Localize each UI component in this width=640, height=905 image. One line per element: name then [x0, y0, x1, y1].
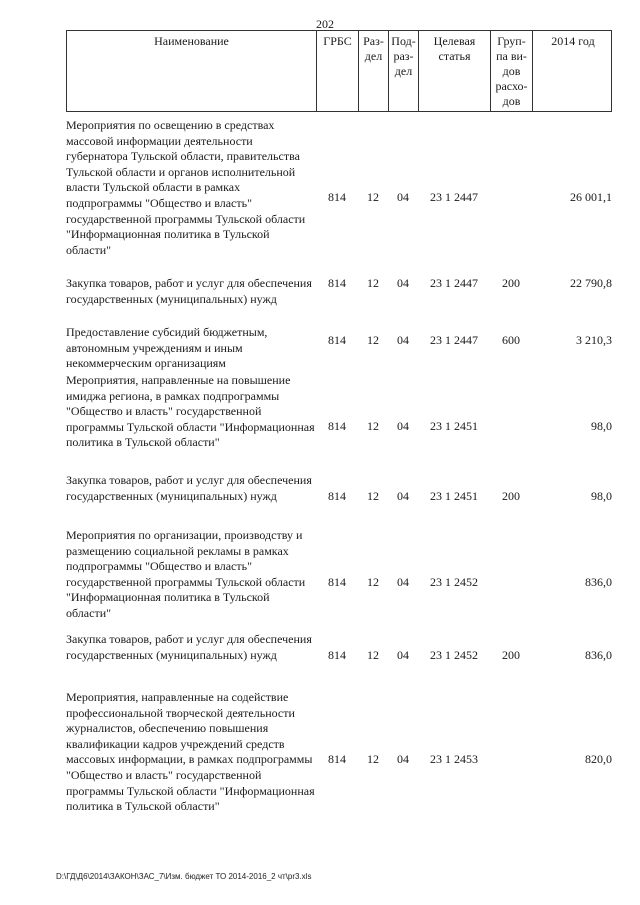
row-target: 23 1 2452 — [430, 648, 478, 662]
header-target: Целевая статья — [419, 31, 491, 111]
row-name: Мероприятия по организации, производству и размещению социальной рекламы в рамках подпрограммы "Общество и власть" государственной программы Тульской области "Информационная политика в Тульской области" — [66, 528, 306, 620]
row-name: Закупка товаров, работ и услуг для обеспечения государственных (муниципальных) нужд — [66, 473, 312, 503]
row-target: 23 1 2451 — [430, 489, 478, 503]
row-podrazdel: 04 — [397, 333, 409, 347]
row-grbs: 814 — [328, 333, 346, 347]
row-razdel: 12 — [367, 190, 379, 204]
header-year: 2014 год — [551, 34, 595, 48]
row-name: Мероприятия, направленные на повышение имиджа региона, в рамках подпрограммы "Общество и власть" государственной программы Тульской области "Информационная политика в Тульской области" — [66, 373, 315, 450]
row-name: Закупка товаров, работ и услуг для обеспечения государственных (муниципальных) нужд — [66, 276, 312, 306]
header-grbs: ГРБС — [317, 31, 359, 111]
row-razdel: 12 — [367, 648, 379, 662]
row-podrazdel: 04 — [397, 190, 409, 204]
row-target: 23 1 2451 — [430, 419, 478, 433]
row-target: 23 1 2452 — [430, 575, 478, 589]
page-number: 202 — [316, 17, 334, 31]
header-name: Наименование — [67, 31, 317, 111]
row-name: Мероприятия по освещению в средствах массовой информации деятельности губернатора Тульской области, правительства Тульской области и органов исполнительной власти Тульской области в рамках подпрограммы "Общество и власть" государственной программы Тульской области "Информационная политика в Тульской области" — [66, 118, 306, 257]
row-group: 200 — [502, 648, 520, 662]
row-razdel: 12 — [367, 489, 379, 503]
row-amount: 98,0 — [591, 419, 612, 433]
row-razdel: 12 — [367, 419, 379, 433]
row-podrazdel: 04 — [397, 419, 409, 433]
row-razdel: 12 — [367, 575, 379, 589]
row-podrazdel: 04 — [397, 648, 409, 662]
row-amount: 98,0 — [591, 489, 612, 503]
table-header — [66, 30, 612, 112]
row-name: Закупка товаров, работ и услуг для обеспечения государственных (муниципальных) нужд — [66, 632, 312, 662]
row-razdel: 12 — [367, 752, 379, 766]
row-group: 200 — [502, 489, 520, 503]
header-razdel: Раз- дел — [359, 31, 389, 111]
row-group: 200 — [502, 276, 520, 290]
row-podrazdel: 04 — [397, 489, 409, 503]
row-grbs: 814 — [328, 419, 346, 433]
row-name: Мероприятия, направленные на содействие профессиональной творческой деятельности журналистов, обеспечению повышения квалификации кадров учреждений средств массовых информации, в рамках подпрограммы "Общество и власть" государственной программы Тульской области "Информационная политика в Тульской области" — [66, 690, 315, 814]
row-amount: 820,0 — [585, 752, 612, 766]
row-podrazdel: 04 — [397, 276, 409, 290]
row-grbs: 814 — [328, 752, 346, 766]
row-razdel: 12 — [367, 276, 379, 290]
row-grbs: 814 — [328, 648, 346, 662]
row-grbs: 814 — [328, 276, 346, 290]
header-group: Груп- па ви- дов расхо- дов — [491, 31, 533, 111]
row-grbs: 814 — [328, 190, 346, 204]
row-amount: 3 210,3 — [576, 333, 612, 347]
row-target: 23 1 2447 — [430, 190, 478, 204]
row-razdel: 12 — [367, 333, 379, 347]
row-target: 23 1 2447 — [430, 276, 478, 290]
row-name: Предоставление субсидий бюджетным, автономным учреждениям и иным некоммерческим организациям — [66, 325, 268, 371]
row-podrazdel: 04 — [397, 575, 409, 589]
row-amount: 26 001,1 — [570, 190, 612, 204]
row-target: 23 1 2447 — [430, 333, 478, 347]
row-podrazdel: 04 — [397, 752, 409, 766]
row-amount: 22 790,8 — [570, 276, 612, 290]
row-amount: 836,0 — [585, 575, 612, 589]
row-grbs: 814 — [328, 575, 346, 589]
file-path-footer: D:\ГД\Д6\2014\ЗАКОН\ЗАС_7\Изм. бюджет ТО 2014-2016_2 чт\pr3.xls — [56, 872, 312, 881]
row-amount: 836,0 — [585, 648, 612, 662]
header-podrazdel: Под- раз- дел — [389, 31, 419, 111]
row-grbs: 814 — [328, 489, 346, 503]
row-target: 23 1 2453 — [430, 752, 478, 766]
budget-table — [66, 30, 612, 814]
row-group: 600 — [502, 333, 520, 347]
